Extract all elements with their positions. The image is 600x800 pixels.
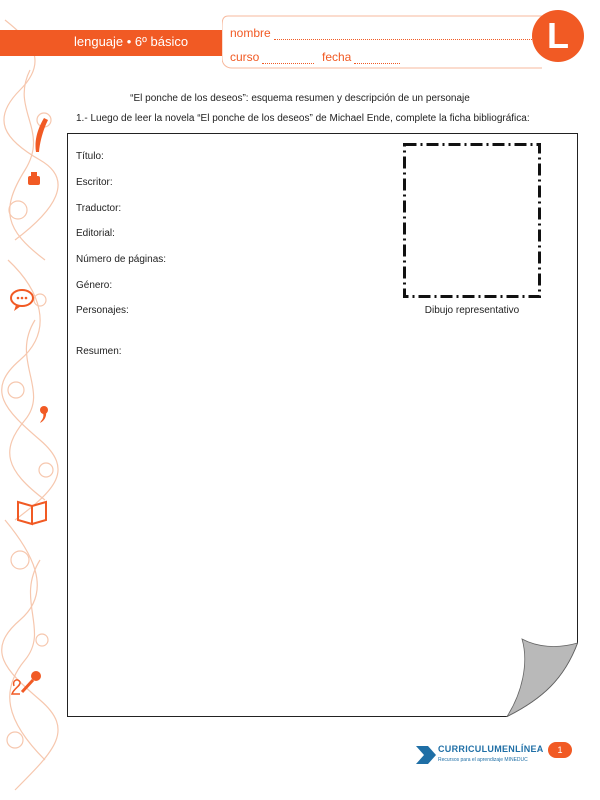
field-titulo: Título: [76, 151, 104, 162]
curso-label: curso [230, 50, 260, 64]
speech-bubble-icon [11, 290, 33, 311]
comma-icon [40, 406, 48, 423]
drawing-caption: Dibujo representativo [424, 305, 520, 316]
page-title: “El ponche de los deseos”: esquema resumen y descripción de un personaje [130, 93, 470, 104]
field-numero-paginas: Número de páginas: [76, 254, 167, 265]
footer-brand: CURRICULUMENLÍNEA [438, 744, 544, 754]
curriculum-arrow-icon [416, 746, 436, 764]
field-resumen: Resumen: [76, 346, 122, 357]
student-info-fields [222, 14, 552, 72]
fecha-field[interactable] [354, 63, 400, 64]
field-traductor: Traductor: [76, 203, 122, 214]
field-genero: Género: [76, 280, 113, 291]
unit-letter-badge: L [532, 10, 584, 62]
field-escritor: Escritor: [76, 177, 113, 188]
footer-tagline: Recursos para el aprendizaje MINEDUC [438, 757, 528, 763]
fecha-label: fecha [322, 50, 352, 64]
instruction-text: 1.- Luego de leer la novela “El ponche de los deseos” de Michael Ende, complete la ficha bibliográfica: [76, 113, 530, 124]
field-editorial: Editorial: [76, 228, 115, 239]
drawing-area[interactable] [403, 143, 541, 298]
microphone-icon [12, 671, 41, 694]
subject-banner [0, 30, 222, 56]
nombre-field[interactable] [274, 39, 536, 40]
decorative-swirl-border [0, 0, 62, 800]
inkwell-icon [28, 172, 40, 185]
subject-label: lenguaje • 6º básico [74, 34, 189, 49]
curso-field[interactable] [262, 63, 314, 64]
nombre-label: nombre [230, 26, 271, 40]
field-personajes: Personajes: [76, 305, 129, 316]
open-book-icon [18, 502, 46, 524]
page-number: 1 [548, 742, 572, 758]
